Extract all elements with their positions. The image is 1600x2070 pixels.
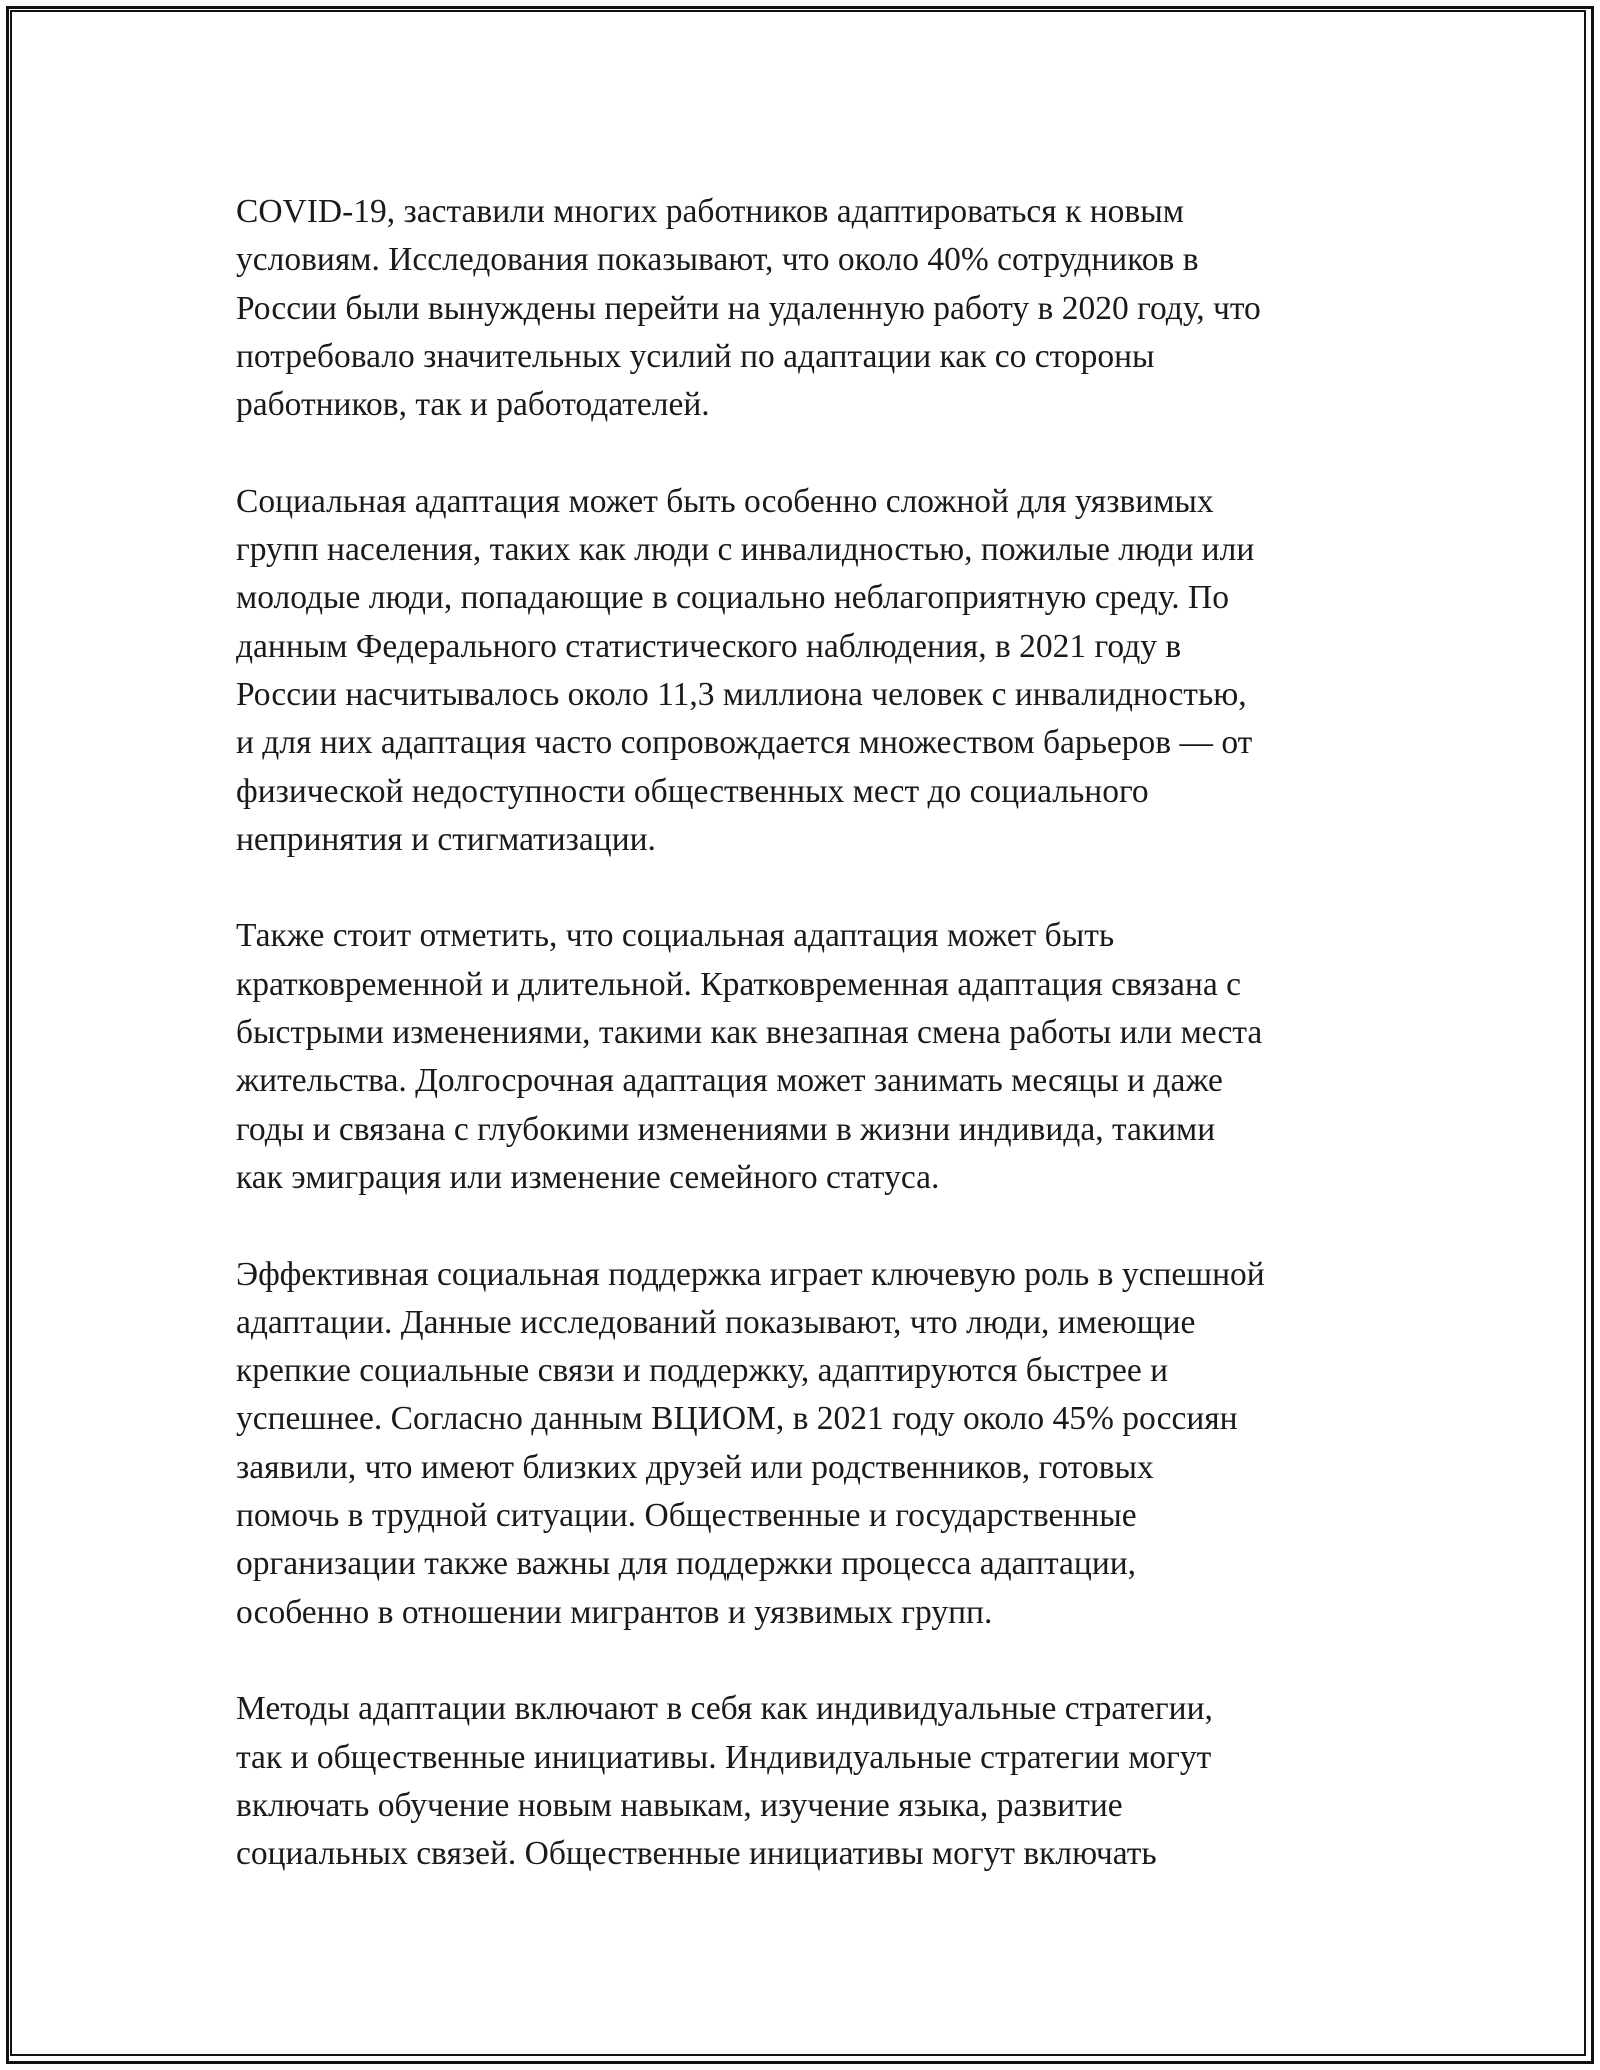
text-line: Также стоит отметить, что социальная адаптация может быть: [236, 917, 1115, 955]
text-line: работников, так и работодателей.: [236, 386, 710, 424]
text-line: России насчитывалось около 11,3 миллиона человек с инвалидностью,: [236, 675, 1247, 713]
paragraph-social-support: [236, 1251, 1386, 1637]
text-line: организации также важны для поддержки процесса адаптации,: [236, 1545, 1137, 1583]
paragraph-short-long-term: [236, 912, 1386, 1202]
text-line: COVID-19, заставили многих работников адаптироваться к новым: [236, 193, 1184, 230]
text-line: заявили, что имеют близких друзей или родственников, готовых: [236, 1448, 1154, 1486]
text-line: Методы адаптации включают в себя как индивидуальные стратегии,: [236, 1690, 1213, 1728]
text-line: кратковременной и длительной. Кратковременная адаптация связана с: [236, 965, 1241, 1003]
text-line: физической недоступности общественных мест до социального: [236, 772, 1149, 810]
text-line: включать обучение новым навыкам, изучение языка, развитие: [236, 1786, 1123, 1824]
text-line: так и общественные инициативы. Индивидуальные стратегии могут: [236, 1738, 1212, 1776]
text-line: быстрыми изменениями, такими как внезапная смена работы или места: [236, 1014, 1263, 1052]
text-line: как эмиграция или изменение семейного статуса.: [236, 1158, 940, 1196]
text-line: данным Федерального статистического наблюдения, в 2021 году в: [236, 627, 1182, 665]
text-line: особенно в отношении мигрантов и уязвимых групп.: [236, 1593, 993, 1631]
text-line: потребовало значительных усилий по адаптации как со стороны: [236, 337, 1155, 375]
text-line: жительства. Долгосрочная адаптация может занимать месяцы и даже: [236, 1062, 1223, 1100]
paragraph-remote-work: [236, 188, 1386, 429]
text-line: и для них адаптация часто сопровождается множеством барьеров — от: [236, 724, 1253, 762]
document-body: [236, 188, 1386, 1927]
paragraph-vulnerable-groups: [236, 478, 1386, 864]
text-line: России были вынуждены перейти на удаленную работу в 2020 году, что: [236, 289, 1261, 327]
text-line: социальных связей. Общественные инициативы могут включать: [236, 1835, 1157, 1873]
text-line: адаптации. Данные исследований показывают, что люди, имеющие: [236, 1303, 1196, 1341]
text-line: групп населения, таких как люди с инвалидностью, пожилые люди или: [236, 531, 1255, 569]
text-line: годы и связана с глубокими изменениями в жизни индивида, такими: [236, 1110, 1216, 1148]
text-line: Социальная адаптация может быть особенно сложной для уязвимых: [236, 482, 1214, 520]
text-line: молодые люди, попадающие в социально неблагоприятную среду. По: [236, 579, 1229, 617]
text-line: Эффективная социальная поддержка играет ключевую роль в успешной: [236, 1255, 1265, 1293]
text-line: непринятия и стигматизации.: [236, 820, 656, 858]
text-line: крепкие социальные связи и поддержку, адаптируются быстрее и: [236, 1352, 1169, 1390]
text-line: успешнее. Согласно данным ВЦИОМ, в 2021 году около 45% россиян: [236, 1400, 1238, 1438]
text-line: условиям. Исследования показывают, что около 40% сотрудников в: [236, 241, 1199, 279]
text-line: помочь в трудной ситуации. Общественные и государственные: [236, 1497, 1137, 1535]
paragraph-adaptation-methods: [236, 1685, 1386, 1878]
